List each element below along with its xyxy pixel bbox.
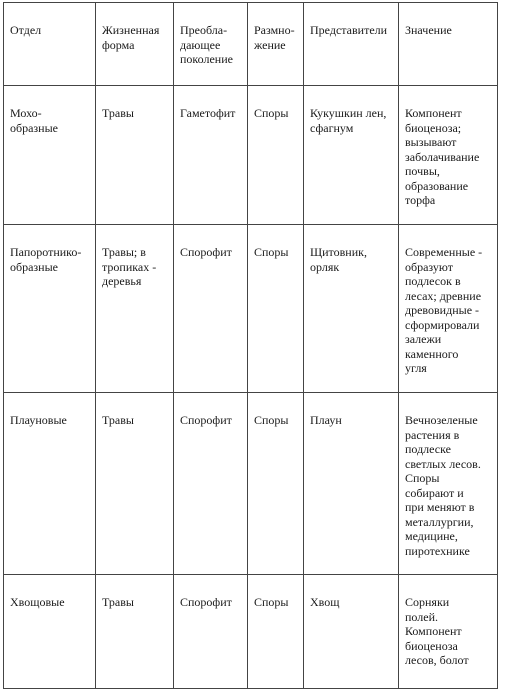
cell-representatives: Щитовник, орляк bbox=[304, 225, 399, 393]
table-row bbox=[4, 393, 498, 575]
cell-life-form: Травы; в тропиках - деревья bbox=[96, 225, 174, 393]
cell-significance: Вечнозеленые растения в подлеске светлых лесов. Споры собирают и при меняют в металлургии, медицине, пиротехнике bbox=[399, 393, 498, 575]
cell-division: Хвощовые bbox=[4, 575, 96, 689]
cell-life-form: Травы bbox=[96, 393, 174, 575]
cell-significance: Компонент биоценоза; вызывают заболачивание почвы, образование торфа bbox=[399, 86, 498, 225]
table-header-row bbox=[4, 3, 498, 86]
table-row bbox=[4, 225, 498, 393]
cell-reproduction: Споры bbox=[248, 393, 304, 575]
cell-representatives: Плаун bbox=[304, 393, 399, 575]
cell-life-form: Травы bbox=[96, 86, 174, 225]
header-significance: Значение bbox=[399, 3, 498, 86]
cell-significance: Современные - образуют подлесок в лесах; древние древовидные - сформировали залежи каменного угля bbox=[399, 225, 498, 393]
header-division: Отдел bbox=[4, 3, 96, 86]
cell-dominant-generation: Гаметофит bbox=[174, 86, 248, 225]
cell-dominant-generation: Спорофит bbox=[174, 393, 248, 575]
cell-representatives: Хвощ bbox=[304, 575, 399, 689]
cell-reproduction: Споры bbox=[248, 225, 304, 393]
cell-division: Плауновые bbox=[4, 393, 96, 575]
header-reproduction: Размно- жение bbox=[248, 3, 304, 86]
cell-division: Мохо- образные bbox=[4, 86, 96, 225]
header-life-form: Жизненная форма bbox=[96, 3, 174, 86]
cell-significance: Сорняки полей. Компонент биоценоза лесов, болот bbox=[399, 575, 498, 689]
plant-divisions-table bbox=[3, 2, 498, 689]
cell-life-form: Травы bbox=[96, 575, 174, 689]
cell-dominant-generation: Спорофит bbox=[174, 225, 248, 393]
cell-reproduction: Споры bbox=[248, 575, 304, 689]
table-row bbox=[4, 86, 498, 225]
cell-dominant-generation: Спорофит bbox=[174, 575, 248, 689]
cell-reproduction: Споры bbox=[248, 86, 304, 225]
cell-division: Папоротнико- образные bbox=[4, 225, 96, 393]
table-row bbox=[4, 575, 498, 689]
cell-representatives: Кукушкин лен, сфагнум bbox=[304, 86, 399, 225]
header-representatives: Представители bbox=[304, 3, 399, 86]
header-dominant-generation: Преобла- дающее поколение bbox=[174, 3, 248, 86]
